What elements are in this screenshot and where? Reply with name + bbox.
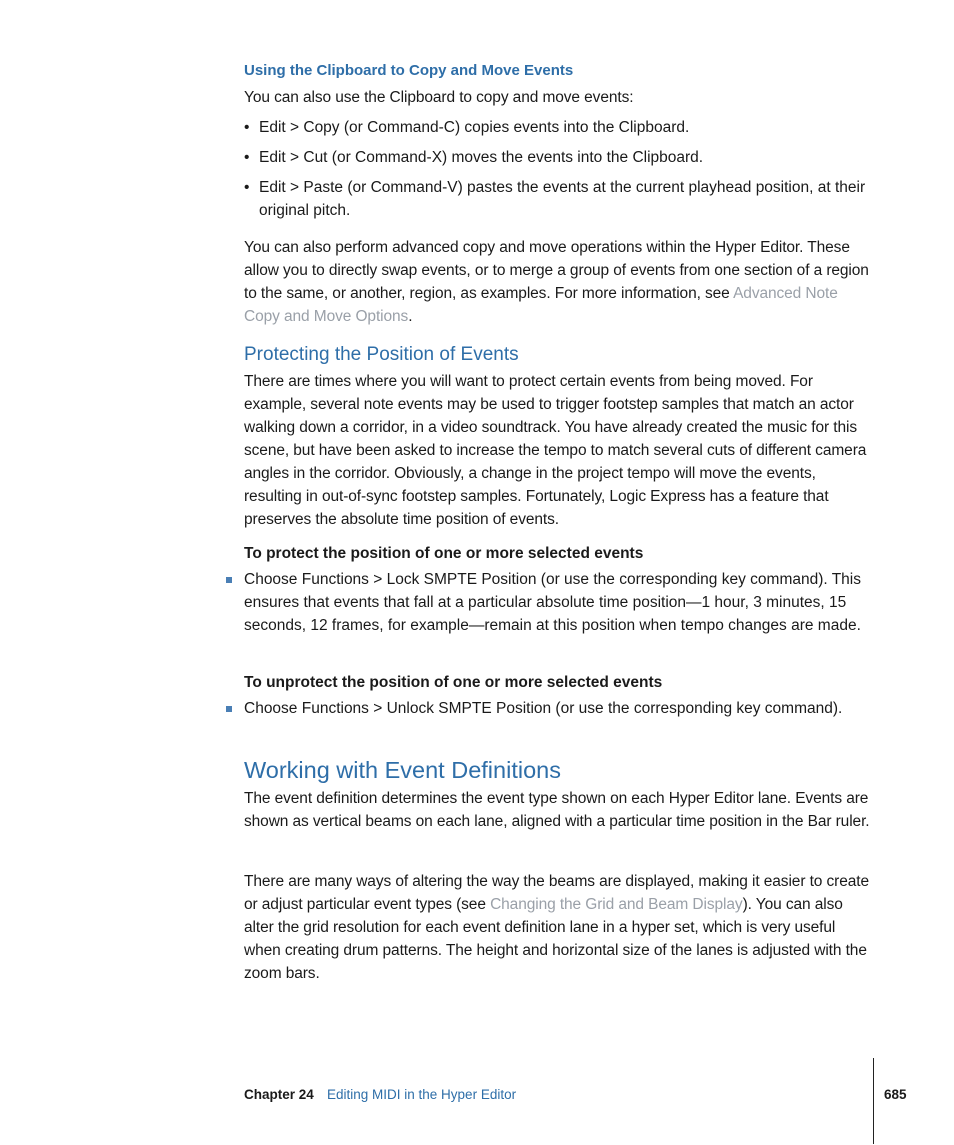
bullet-item (244, 146, 876, 169)
footer-divider (873, 1058, 874, 1144)
task-step-protect (226, 568, 876, 637)
protecting-body: There are times where you will want to protect certain events from being moved. For example, several note events may be used to trigger footstep samples that match an actor walking down a corridor, in a video soundtrack. You have already created the music for this scene, but have been asked to increase the tempo to match several cuts of different camera angles in the corridor. Obviously, a change in the project tempo will move the events, resulting in out-of-sync footstep samples. Fortunately, Logic Express has a feature that preserves the absolute time position of events. (244, 373, 867, 528)
section-heading-protecting: Protecting the Position of Events (244, 344, 519, 365)
section-heading-clipboard: Using the Clipboard to Copy and Move Events (244, 62, 574, 79)
advanced-copy-paragraph (244, 236, 876, 328)
bullet-dot-icon: • (244, 149, 250, 166)
square-bullet-icon (226, 706, 232, 712)
task-step-text: Choose Functions > Lock SMPTE Position (or use the corresponding key command). This ensures that events that fall at a particular absolute time position—1 hour, 3 minutes, 15 seconds, 12 frames, for example—remain at this position when tempo changes are made. (244, 571, 861, 634)
event-definition-paragraph: The event definition determines the event type shown on each Hyper Editor lane. Events are shown as vertical beams on each lane, aligned with a particular time position in the Bar ruler. (244, 790, 870, 830)
task-heading-protect: To protect the position of one or more selected events (244, 545, 644, 562)
bullet-item (244, 116, 876, 139)
footer-chapter-title: Editing MIDI in the Hyper Editor (327, 1087, 517, 1102)
advanced-note-copy-link[interactable]: Advanced Note Copy and Move Options (244, 285, 838, 325)
section-heading-event-definitions: Working with Event Definitions (244, 757, 561, 783)
bullet-text: Edit > Copy (or Command-C) copies events into the Clipboard. (259, 119, 690, 136)
square-bullet-icon (226, 577, 232, 583)
task-heading-unprotect: To unprotect the position of one or more selected events (244, 674, 663, 691)
bullet-dot-icon: • (244, 119, 250, 136)
paragraph-text: . (408, 308, 413, 325)
bullet-item (244, 176, 876, 222)
footer-chapter-label: Chapter 24 (244, 1087, 314, 1102)
page-number: 685 (884, 1087, 907, 1102)
bullet-text: Edit > Paste (or Command-V) pastes the events at the current playhead position, at their original pitch. (259, 179, 866, 219)
paragraph-text: ). You can also alter the grid resolution for each event definition lane in a hyper set, which is very useful when creating drum patterns. The height and horizontal size of the lanes is adjusted with the zoom bars. (244, 896, 867, 982)
paragraph-text: You can also perform advanced copy and move operations within the Hyper Editor. These allow you to directly swap events, or to merge a group of events from one section of a region to the same, or another, region, as examples. For more information, see (244, 239, 869, 302)
task-step-text: Choose Functions > Unlock SMPTE Position (or use the corresponding key command). (244, 700, 843, 717)
beam-display-paragraph (244, 870, 876, 985)
paragraph-text: There are many ways of altering the way the beams are displayed, making it easier to create or adjust particular event types (see (244, 873, 869, 913)
clipboard-intro: You can also use the Clipboard to copy and move events: (244, 89, 634, 106)
task-step-unprotect (226, 697, 876, 720)
bullet-dot-icon: • (244, 179, 250, 196)
grid-beam-display-link[interactable]: Changing the Grid and Beam Display (490, 896, 743, 913)
bullet-text: Edit > Cut (or Command-X) moves the events into the Clipboard. (259, 149, 704, 166)
